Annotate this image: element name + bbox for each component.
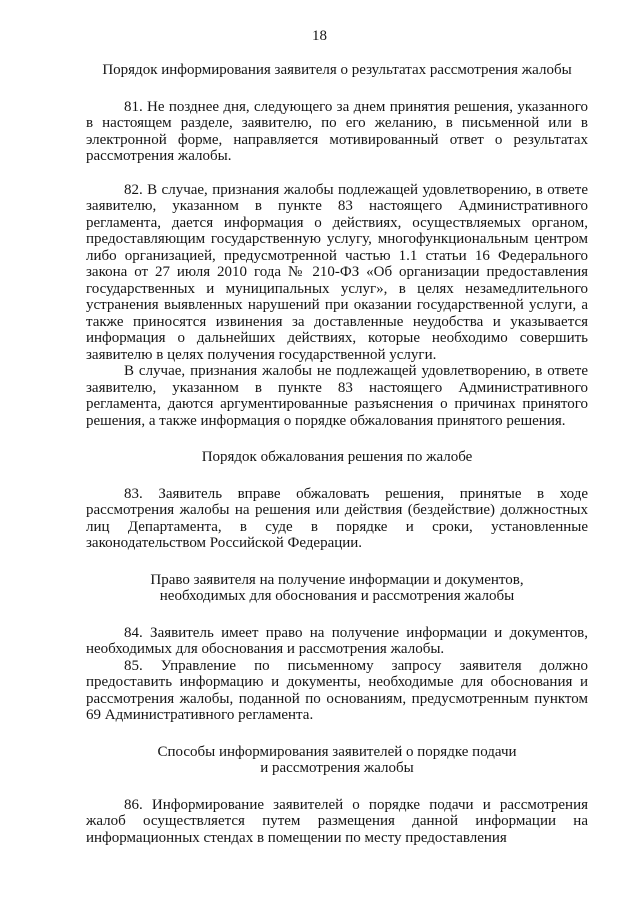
section-heading-right-to-information — [86, 572, 588, 605]
paragraph-83: 83. Заявитель вправе обжаловать решения, принятые в ходе рассмотрения жалобы на решения или действия (бездействие) должностных лиц Департамента, в суде в порядке и сроки, установленные законодательством Российской Федерации. — [86, 485, 588, 551]
paragraph-85: 85. Управление по письменному запросу заявителя должно предоставить информацию и документы, необходимые для обоснования и рассмотрения жалобы, поданной по основаниям, предусмотренным пунктом 69 Административного регламента. — [86, 657, 588, 723]
section-heading-notification-methods — [86, 744, 588, 777]
document-body — [86, 62, 588, 846]
section-heading-complaint-result-notification: Порядок информирования заявителя о результатах рассмотрения жалобы — [102, 62, 572, 78]
paragraph-86: 86. Информирование заявителей о порядке подачи и рассмотрения жалоб осуществляется путем размещения данной информации на информационных стендах в помещении по месту предоставления — [86, 796, 588, 846]
heading-line-2: необходимых для обоснования и рассмотрения жалобы — [159, 588, 515, 604]
heading-line-1: Право заявителя на получение информации и документов, — [150, 571, 524, 588]
paragraph-82-continuation: В случае, признания жалобы не подлежащей удовлетворению, в ответе заявителю, указанном в пункте 83 настоящего Административного регламента, даются аргументированные разъяснения о причинах принятого решения, а также информация о порядке обжалования принятого решения. — [86, 363, 588, 429]
paragraph-82: 82. В случае, признания жалобы подлежащей удовлетворению, в ответе заявителю, указанном в пункте 83 настоящего Административного регламента, дается информация о действиях, осуществляемых органом, предоставляющим государственную услугу, многофункциональным центром либо организацией, предусмотренной частью 1.1 статьи 16 Федерального закона от 27 июля 2010 года № 210-ФЗ «Об организации предоставления государственных и муниципальных услуг», в целях незамедлительного устранения выявленных нарушений при оказании государственной услуги, а также приносятся извинения за доставленные неудобства и указывается информация о дальнейших действиях, которые необходимо совершить заявителю в целях получения государственной услуги. — [86, 181, 588, 363]
heading-line-1: Способы информирования заявителей о порядке подачи — [157, 743, 517, 760]
paragraph-84: 84. Заявитель имеет право на получение информации и документов, необходимых для обоснования и рассмотрения жалобы. — [86, 624, 588, 657]
section-heading-appeal-procedure: Порядок обжалования решения по жалобе — [201, 449, 473, 465]
heading-line-2: и рассмотрения жалобы — [260, 760, 414, 776]
page-number: 18 — [312, 28, 327, 44]
paragraph-81: 81. Не позднее дня, следующего за днем принятия решения, указанного в настоящем разделе, заявителю, по его желанию, в письменной или в электронной форме, направляется мотивированный ответ о результатах рассмотрения жалобы. — [86, 98, 588, 164]
